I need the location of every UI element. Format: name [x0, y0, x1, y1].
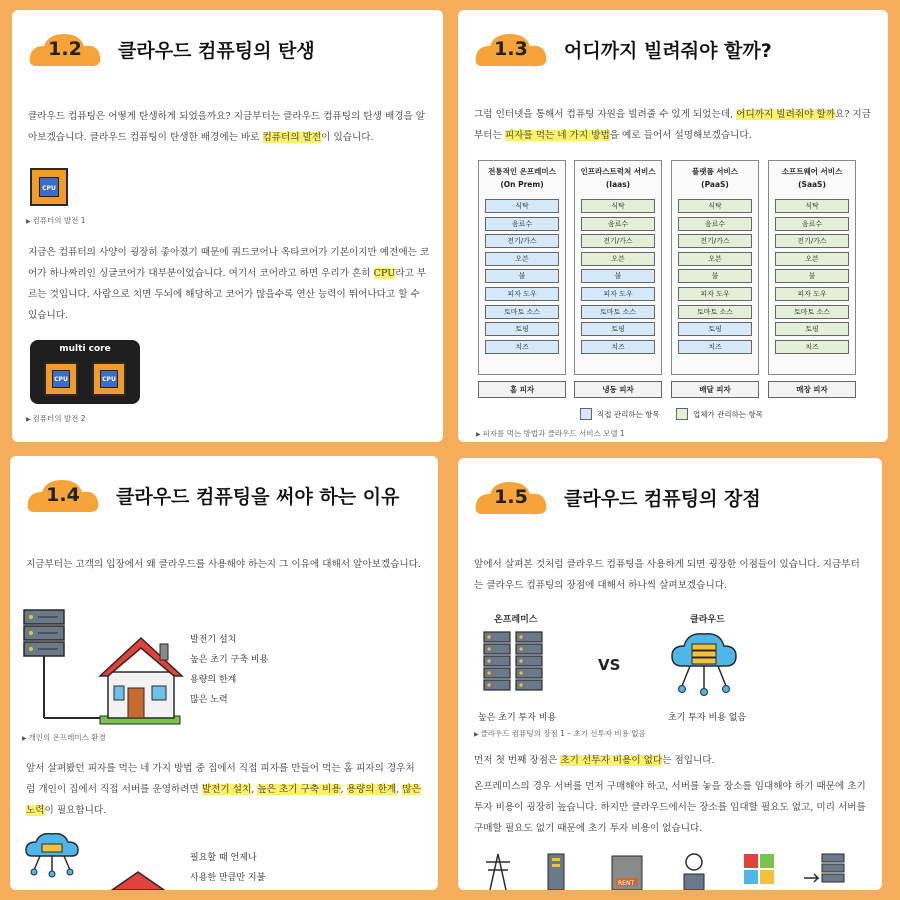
table-cell: 불: [775, 269, 849, 283]
cloud-house-illustration: [20, 830, 170, 890]
table-cell: 오븐: [678, 252, 752, 266]
figure-caption: ▶ 피자를 먹는 방법과 클라우드 서비스 모델 1: [476, 428, 625, 439]
table-cell: 피자 도우: [485, 287, 559, 301]
table-cell: 식탁: [485, 199, 559, 213]
table-cell: 오븐: [775, 252, 849, 266]
section-header: [472, 476, 761, 518]
table-cell: 피자 도우: [775, 287, 849, 301]
benefit-icons-row: [472, 850, 872, 890]
section-title: 클라우드 컴퓨팅의 장점: [564, 487, 761, 510]
onprem-cost-label: 높은 초기 투자 비용: [478, 713, 557, 723]
table-cell: 토핑: [678, 322, 752, 336]
cloud-benefits-list: 필요할 때 언제나 사용한 만큼만 지불: [190, 853, 266, 883]
home-pizza-paragraph: 앞서 살펴봤던 피자를 먹는 네 가지 방법 중 집에서 직접 피자를 만들어 먹는 홈 피자의 경우처럼 개인이 집에서 직접 서버를 운영하려면 발전기 설치, 높은 초기 구축 비용, 용량의 한계, 많은 노력이 필요합니다.: [26, 763, 421, 816]
clock-person-icon: [684, 854, 704, 890]
table-cell: 치즈: [775, 340, 849, 354]
column-header: 플랫폼 서비스 (PaaS): [691, 167, 739, 189]
house-roof-icon: [112, 872, 164, 890]
table-cell: 식탁: [678, 199, 752, 213]
legend-label-own: 직접 관리하는 항목: [597, 410, 660, 419]
figure-caption: ▶ 컴퓨터의 발전 2: [26, 413, 86, 424]
house-icon: [100, 638, 182, 724]
onprem-requirements-list: 발전기 설치 높은 초기 구축 비용 용량의 한계 많은 노력: [190, 635, 269, 705]
figure-caption: ▶ 컴퓨터의 발전 1: [26, 215, 86, 226]
section-1-2-panel: [12, 10, 443, 442]
service-column: [478, 160, 566, 375]
section-number: 1.5: [494, 486, 528, 508]
table-cell: 음료수: [775, 217, 849, 231]
server-migrate-icon: [804, 854, 844, 882]
column-header: 인프라스트럭처 서비스 (Iaas): [580, 167, 656, 189]
multi-core-image: [30, 340, 140, 404]
table-cell: 전기/가스: [775, 234, 849, 248]
table-cell: 토핑: [485, 322, 559, 336]
table-cell: 토마토 소스: [485, 305, 559, 319]
table-cell: 토마토 소스: [581, 305, 655, 319]
table-cell: 불: [581, 269, 655, 283]
table-cell: 치즈: [678, 340, 752, 354]
server-building-icon: [548, 854, 564, 890]
service-column: [768, 160, 856, 375]
section-number: 1.4: [46, 484, 80, 506]
table-cell: 피자 도우: [678, 287, 752, 301]
section-header: [472, 28, 772, 70]
intro-paragraph: 앞에서 살펴본 것처럼 클라우드 컴퓨팅을 사용하게 되면 굉장한 이점들이 있습니다. 지금부터는 클라우드 컴퓨팅의 장점에 대해서 하나씩 살펴보겠습니다.: [474, 559, 860, 591]
multi-core-label: multi core: [59, 344, 111, 354]
cpu-chip-icon: CPU: [30, 168, 68, 206]
table-cell: 토핑: [581, 322, 655, 336]
service-column: [671, 160, 759, 375]
table-cell: 전기/가스: [678, 234, 752, 248]
section-header: [26, 28, 315, 70]
section-1-4-panel: [10, 456, 438, 890]
cost-explanation-paragraph: 온프레미스의 경우 서버를 먼저 구매해야 하고, 서버를 놓을 장소를 임대해야 하기 때문에 초기 투자 비용이 굉장히 높습니다. 하지만 클라우드에서는 장소를 임대할 필요도 없고, 미리 서버를 구매할 필요도 없기 때문에 초기 투자 비용이 없습니다.: [474, 781, 866, 834]
table-cell: 불: [678, 269, 752, 283]
onprem-label: 온프레미스: [494, 615, 538, 625]
table-cell: 음료수: [678, 217, 752, 231]
windows-icon: [744, 854, 774, 884]
table-cell: 불: [485, 269, 559, 283]
figure-caption: ▶ 클라우드 컴퓨팅의 장점 1 – 초기 선투자 비용 없음: [474, 728, 646, 739]
svg-text:RENT: RENT: [618, 880, 635, 887]
table-cell: 치즈: [581, 340, 655, 354]
table-cell: 치즈: [485, 340, 559, 354]
section-1-5-panel: [458, 458, 882, 890]
core-paragraph: 지금은 컴퓨터의 사양이 굉장히 좋아졌기 때문에 쿼드코어나 옥타코어가 기본이지만 예전에는 코어가 하나짜리인 싱글코어가 대부분이었습니다. 여기서 코어라고 하면 우리가 흔히 CPU라고 부르는 것입니다. 사람으로 치면 두뇌에 해당하고 코어가 많을수록 연산 능력이 뛰어나다고 할 수 있습니다.: [28, 247, 430, 321]
cloud-server-icon: [26, 834, 78, 877]
legend-swatch-own: [580, 408, 592, 420]
first-benefit-paragraph: 먼저 첫 번째 장점은 초기 선투자 비용이 없다는 점입니다.: [474, 755, 715, 766]
section-title: 클라우드 컴퓨팅의 탄생: [118, 39, 315, 62]
table-cell: 음료수: [581, 217, 655, 231]
server-rack-icon: [24, 610, 104, 718]
cloud-label: 클라우드: [690, 615, 725, 625]
legend-label-vendor: 업체가 관리하는 항목: [693, 410, 763, 419]
table-cell: 전기/가스: [581, 234, 655, 248]
table-cell: 음료수: [485, 217, 559, 231]
column-header: 소프트웨어 서비스 (SaaS): [781, 167, 843, 189]
legend-swatch-vendor: [676, 408, 688, 420]
cpu-chip-icon: CPU: [44, 362, 78, 396]
section-title: 어디까지 빌려줘야 할까?: [564, 39, 772, 62]
intro-paragraph: 클라우드 컴퓨팅은 어떻게 탄생하게 되었을까요? 지금부터는 클라우드 컴퓨팅의 탄생 배경을 알아보겠습니다. 클라우드 컴퓨팅이 탄생한 배경에는 바로 컴퓨터의 발전이 있습니다.: [28, 111, 426, 143]
section-1-3-panel: [458, 10, 888, 442]
table-cell: 피자 도우: [581, 287, 655, 301]
table-cell: 토마토 소스: [678, 305, 752, 319]
power-tower-icon: [486, 854, 510, 890]
cloud-server-icon: [668, 630, 740, 700]
section-number-badge: [26, 28, 104, 70]
cpu-chip-icon: CPU: [92, 362, 126, 396]
service-column: [574, 160, 662, 375]
section-number: 1.3: [494, 38, 528, 60]
table-cell: 오븐: [581, 252, 655, 266]
figure-caption: ▶ 개인의 온프레미스 환경: [22, 732, 106, 743]
intro-paragraph: 그럼 인터넷을 통해서 컴퓨팅 자원을 빌려줄 수 있게 되었는데, 어디까지 빌려줘야 할까요? 지금부터는 피자를 먹는 네 가지 방법을 예로 들어서 설명해보겠습니다.: [474, 109, 871, 141]
pizza-type-label: 배달 피자: [671, 381, 759, 398]
section-number: 1.2: [48, 38, 82, 60]
cloud-cost-label: 초기 투자 비용 없음: [668, 713, 747, 723]
table-cell: 식탁: [775, 199, 849, 213]
table-cell: 오븐: [485, 252, 559, 266]
pizza-type-label: 홈 피자: [478, 381, 566, 398]
versus-label: VS: [598, 656, 621, 674]
pizza-type-label: 매장 피자: [768, 381, 856, 398]
table-cell: 토마토 소스: [775, 305, 849, 319]
table-cell: 식탁: [581, 199, 655, 213]
server-house-illustration: [20, 608, 190, 730]
section-header: [24, 474, 399, 516]
pizza-type-label: 냉동 피자: [574, 381, 662, 398]
column-header: 전통적인 온프레미스 (On Prem): [488, 167, 556, 189]
section-title: 클라우드 컴퓨팅을 써야 하는 이유: [116, 485, 400, 508]
rent-building-icon: [612, 856, 642, 890]
intro-paragraph: 지금부터는 고객의 입장에서 왜 클라우드를 사용해야 하는지 그 이유에 대해서 알아보겠습니다.: [26, 559, 421, 570]
table-cell: 토핑: [775, 322, 849, 336]
table-cell: 전기/가스: [485, 234, 559, 248]
server-racks-icon: [482, 630, 546, 700]
section-number-badge: [24, 474, 102, 516]
section-number-badge: [472, 476, 550, 518]
section-number-badge: [472, 28, 550, 70]
